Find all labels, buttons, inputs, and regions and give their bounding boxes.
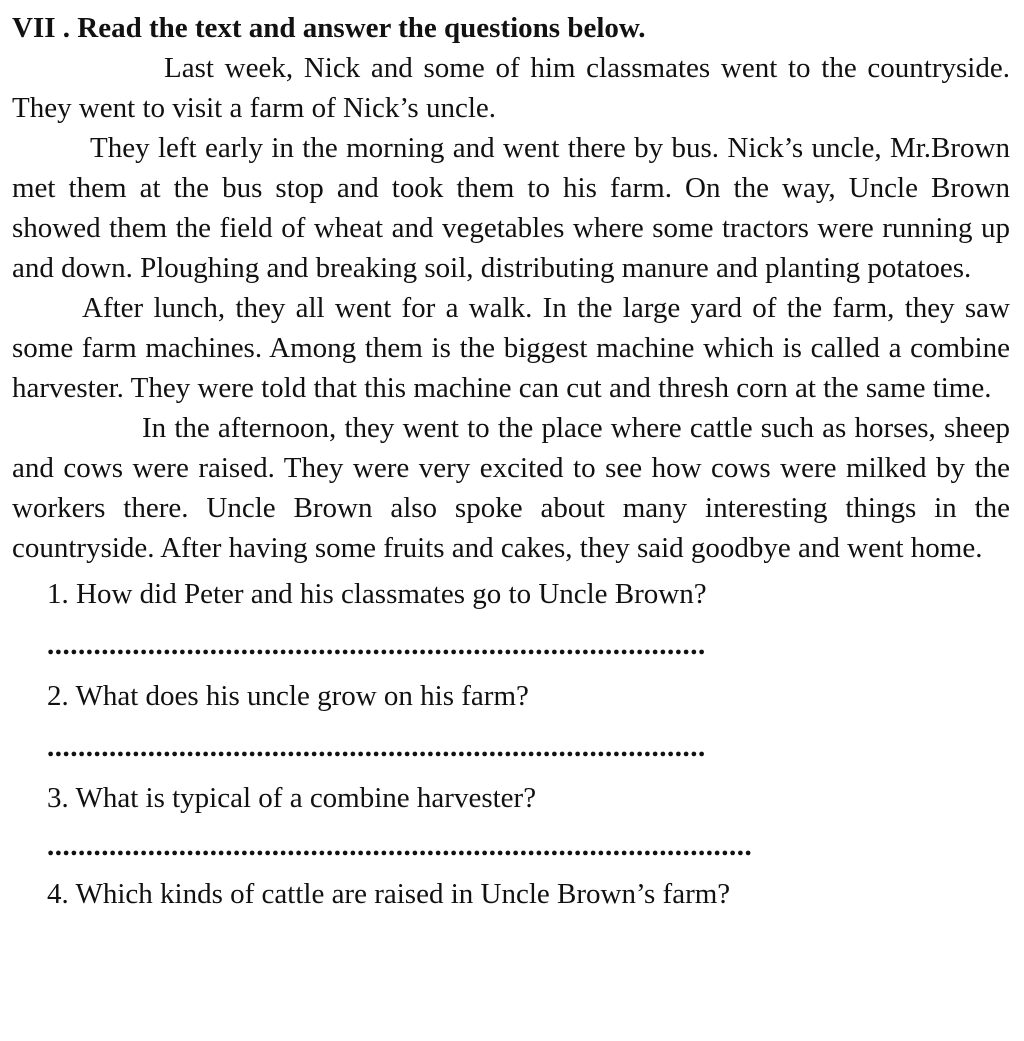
question-3: 3. What is typical of a combine harvester? (47, 782, 537, 814)
question-2: 2. What does his uncle grow on his farm? (47, 680, 529, 712)
exercise-title: VII . Read the text and answer the questions below. (12, 12, 646, 44)
passage-paragraph-2: They left early in the morning and went there by bus. Nick’s uncle, Mr.Brown met them at the bus stop and took them to his farm. On the way, Uncle Brown showed them the field of wheat and vegetables where some tractors were running up and down. Ploughing and breaking soil, distributing manure and planting potatoes. (12, 132, 1010, 284)
question-1: 1. How did Peter and his classmates go to Uncle Brown? (47, 578, 707, 610)
worksheet (12, 8, 1010, 914)
answer-line-3[interactable]: ........................................................................................... (47, 830, 753, 862)
passage-paragraph-3: After lunch, they all went for a walk. In the large yard of the farm, they saw some farm machines. Among them is the biggest machine which is called a combine harvester. They were told that this machine can cut and thresh corn at the same time. (12, 292, 1010, 404)
answer-line-2[interactable]: ..................................................................................... (47, 731, 706, 763)
passage-paragraph-1: Last week, Nick and some of him classmates went to the countryside. They went to visit a farm of Nick’s uncle. (12, 52, 1010, 124)
passage-paragraph-4: In the afternoon, they went to the place where cattle such as horses, sheep and cows were raised. They were very excited to see how cows were milked by the workers there. Uncle Brown also spoke about many interesting things in the countryside. After having some fruits and cakes, they said goodbye and went home. (12, 412, 1010, 564)
answer-line-1[interactable]: ..................................................................................... (47, 629, 706, 661)
question-4: 4. Which kinds of cattle are raised in Uncle Brown’s farm? (47, 878, 731, 910)
